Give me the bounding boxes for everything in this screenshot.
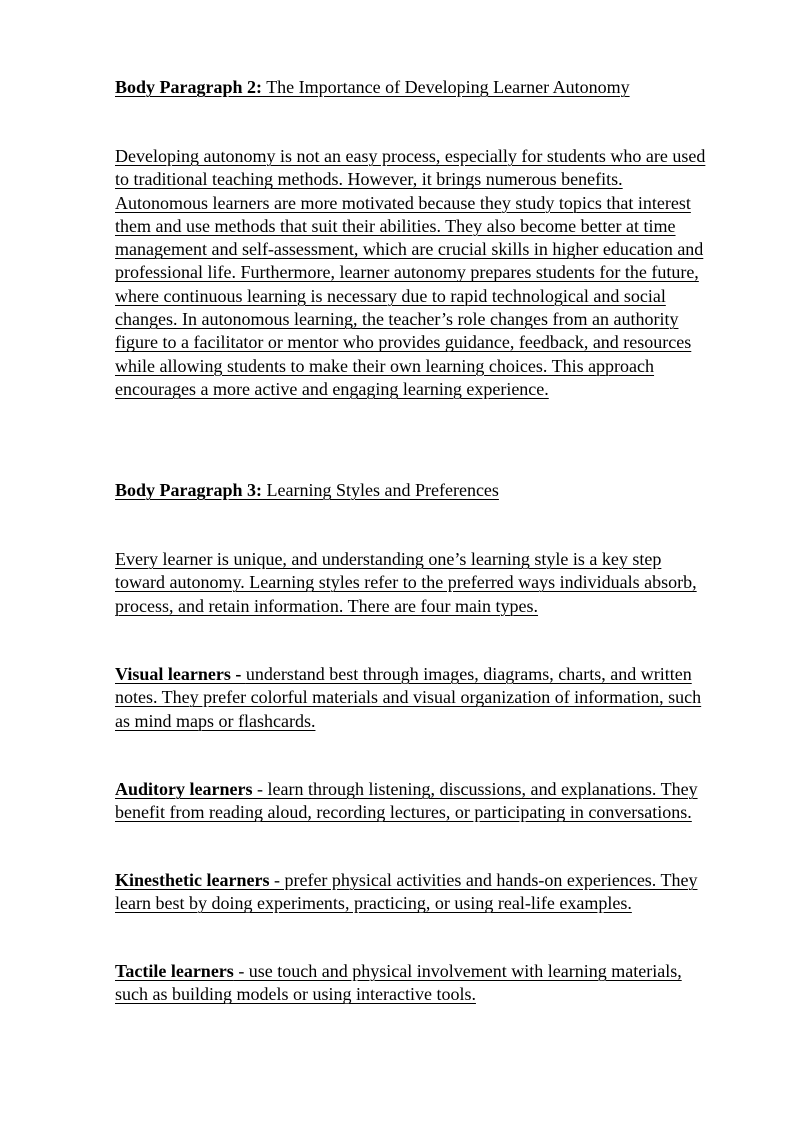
paragraph-line: encourages a more active and engaging learning experience. [115, 378, 549, 399]
kinesthetic-learners-term: Kinesthetic learners [115, 870, 270, 890]
section-2-label: Body Paragraph 2: [115, 77, 263, 97]
section-3-intro [115, 548, 755, 618]
paragraph-line: such as building models or using interactive tools. [115, 984, 476, 1005]
paragraph-line [115, 778, 755, 801]
auditory-learners-term: Auditory learners [115, 779, 253, 799]
tactile-learners-text: - use touch and physical involvement with learning materials, [233, 961, 682, 981]
kinesthetic-learners-text: - prefer physical activities and hands-on experiences. They [269, 870, 698, 890]
paragraph-line: process, and retain information. There are four main types. [115, 595, 539, 616]
paragraph-line: benefit from reading aloud, recording lectures, or participating in conversations. [115, 802, 692, 823]
paragraph-line: as mind maps or flashcards. [115, 710, 316, 731]
kinesthetic-learners-paragraph [115, 869, 755, 916]
auditory-learners-paragraph [115, 778, 755, 825]
visual-learners-text: understand best through images, diagrams, charts, and written [245, 664, 692, 684]
paragraph-line: management and self-assessment, which are crucial skills in higher education and [115, 239, 704, 260]
paragraph-line: where continuous learning is necessary due to rapid technological and social [115, 285, 666, 306]
auditory-learners-text: - learn through listening, discussions, and explanations. They [252, 779, 698, 799]
section-3-heading [115, 479, 755, 502]
paragraph-line: Every learner is unique, and understanding one’s learning style is a key step [115, 549, 662, 569]
paragraph-line: professional life. Furthermore, learner autonomy prepares students for the future, [115, 262, 699, 283]
section-2-paragraph [115, 145, 755, 401]
paragraph-line: to traditional teaching methods. However, it brings numerous benefits. [115, 169, 623, 190]
paragraph-line: notes. They prefer colorful materials and visual organization of information, such [115, 687, 702, 708]
tactile-learners-paragraph [115, 960, 755, 1007]
section-2-heading [115, 76, 755, 99]
paragraph-line [115, 869, 755, 892]
visual-learners-paragraph [115, 663, 755, 733]
paragraph-line [115, 960, 755, 983]
visual-learners-term: Visual learners - [115, 664, 246, 684]
paragraph-line: toward autonomy. Learning styles refer to the preferred ways individuals absorb, [115, 572, 697, 593]
paragraph-line [115, 663, 755, 686]
section-3-label: Body Paragraph 3: [115, 480, 263, 500]
paragraph-line: Autonomous learners are more motivated because they study topics that interest [115, 192, 691, 213]
tactile-learners-term: Tactile learners [115, 961, 234, 981]
paragraph-line: Developing autonomy is not an easy process, especially for students who are used [115, 146, 706, 166]
paragraph-line: them and use methods that suit their abilities. They also become better at time [115, 215, 676, 236]
paragraph-line: learn best by doing experiments, practicing, or using real-life examples. [115, 893, 632, 914]
section-3-title: Learning Styles and Preferences [262, 480, 499, 500]
paragraph-line: changes. In autonomous learning, the teacher’s role changes from an authority [115, 309, 679, 330]
paragraph-line: figure to a facilitator or mentor who provides guidance, feedback, and resources [115, 332, 692, 353]
paragraph-line: while allowing students to make their own learning choices. This approach [115, 355, 655, 376]
section-2-title: The Importance of Developing Learner Autonomy [262, 77, 630, 97]
